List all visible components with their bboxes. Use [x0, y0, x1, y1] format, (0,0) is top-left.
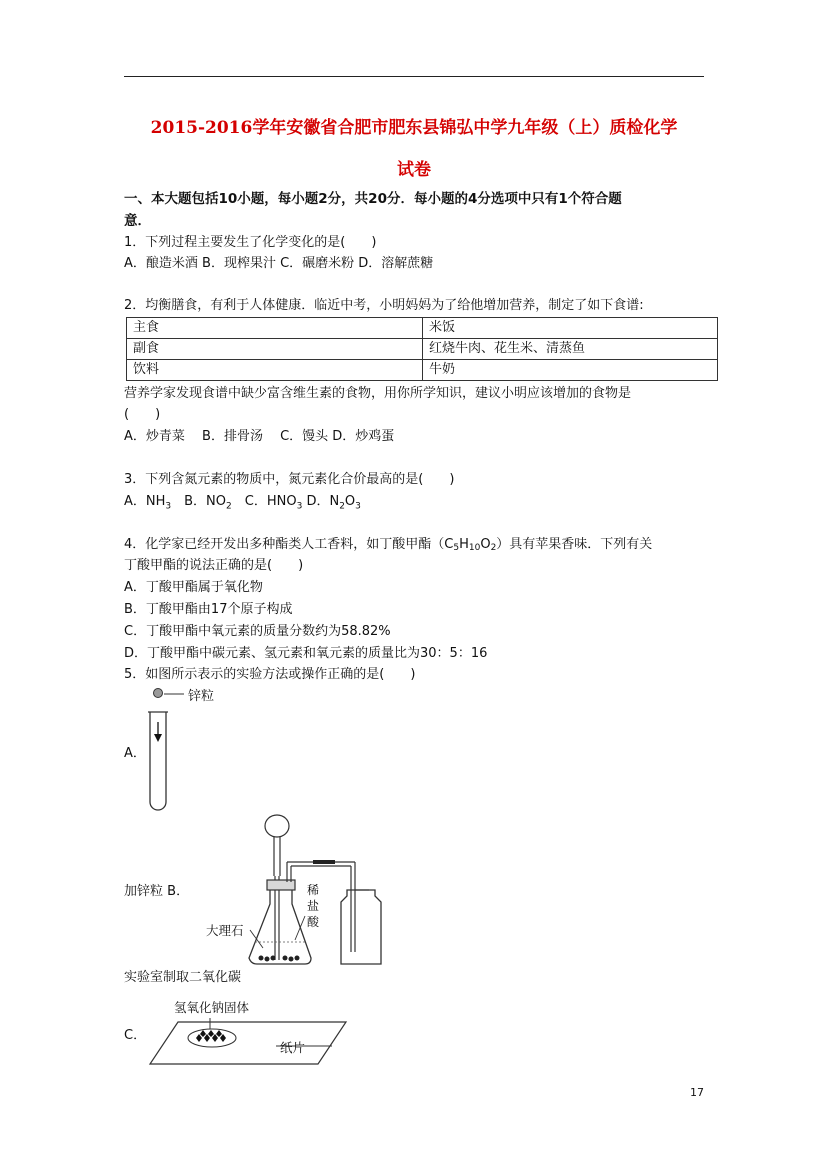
q2-options: A．炒青菜 B．排骨汤 C．馒头 D．炒鸡蛋 [124, 429, 395, 444]
page-number: 17 [690, 1086, 704, 1099]
q3-opt-a-sub: 3 [165, 501, 172, 512]
q2-after-line1: 营养学家发现食谱中缺少富含维生素的食物，用你所学知识，建议小明应该增加的食物是 [124, 386, 632, 401]
q4-formula-c-sub: 5 [453, 543, 460, 553]
q5-opt-c-letter: C． [124, 1028, 147, 1043]
q4-opt-b: B．丁酸甲酯由17个原子构成 [124, 602, 293, 617]
q5-opt-b-caption: 实验室制取二氧化碳 [124, 970, 242, 985]
section1-heading-line2: 意． [124, 213, 151, 229]
q3-opt-c: C．HNO [231, 494, 297, 509]
q4-formula-o-sub: 2 [490, 543, 497, 553]
table-cell: 副食 [127, 339, 423, 360]
fig-b-label-acid-3: 酸 [307, 915, 320, 929]
exam-title-line2: 试卷 [397, 160, 431, 180]
q3-opt-d-sub1: 2 [339, 501, 345, 512]
q4-stem-line1 [124, 536, 652, 557]
q4-opt-d: D．丁酸甲酯中碳元素、氢元素和氧元素的质量比为30：5：16 [124, 646, 488, 661]
q5-opt-a-caption-line [124, 883, 189, 900]
exam-title-line1: 2015-2016学年安徽省合肥市肥东县锦弘中学九年级（上）质检化学 [150, 118, 678, 138]
fig-a-label-zinc: 锌粒 [188, 689, 215, 704]
section1-heading-line1: 一、本大题包括10小题，每小题2分，共20分．每小题的4分选项中只有1个符合题 [124, 191, 622, 207]
q5-opt-a-letter: A． [124, 746, 146, 761]
table-cell: 红烧牛肉、花生米、清蒸鱼 [423, 339, 718, 360]
q1-options: A．酿造米酒 B．现榨果汁 C．碾磨米粉 D．溶解蔗糖 [124, 256, 434, 271]
q2-after-line2: ( ) [124, 407, 161, 422]
q1-stem: 1．下列过程主要发生了化学变化的是( ) [124, 235, 377, 250]
q3-opt-b-sub: 2 [226, 501, 232, 512]
q4-formula-o: O [480, 537, 491, 552]
figure-b-co2-apparatus [195, 812, 395, 972]
q2-stem: 2．均衡膳食，有利于人体健康．临近中考，小明妈妈为了给他增加营养，制定了如下食谱: [124, 298, 644, 313]
table-row [127, 360, 718, 381]
table-cell: 米饭 [423, 318, 718, 339]
fig-b-label-marble: 大理石 [206, 923, 244, 938]
table-cell: 主食 [127, 318, 423, 339]
q3-opt-d-mid: O [344, 494, 356, 509]
q4-opt-a: A．丁酸甲酯属于氧化物 [124, 580, 263, 595]
q4-formula-h-sub: 10 [468, 543, 481, 553]
q4-opt-c: C．丁酸甲酯中氧元素的质量分数约为58.82% [124, 624, 391, 639]
q3-stem: 3．下列含氮元素的物质中，氮元素化合价最高的是( ) [124, 472, 455, 487]
figure-a-test-tube [140, 684, 230, 816]
table-row [127, 339, 718, 360]
q4-formula-h: H [459, 537, 469, 552]
fig-c-label-paper: 纸片 [280, 1040, 306, 1055]
fig-b-label-acid-1: 稀 [307, 883, 320, 897]
q3-opt-b: B．NO [171, 494, 227, 509]
figure-c-paper-weighing [148, 1016, 388, 1068]
q3-opt-c-sub: 3 [296, 501, 303, 512]
header-rule [124, 76, 704, 77]
q5-opt-a-caption: 加锌粒 [124, 884, 164, 899]
q4-stem-pre: 4．化学家已经开发出多种酯类人工香料，如丁酸甲酯（C [124, 537, 454, 552]
q4-stem-post: ）具有苹果香味．下列有关 [496, 537, 653, 552]
q3-opt-d: D．N [302, 494, 340, 509]
q3-opt-d-sub2: 3 [355, 501, 361, 512]
fig-b-label-acid-2: 盐 [307, 899, 320, 913]
q3-options [124, 493, 361, 516]
table-row [127, 318, 718, 339]
q4-stem-line2: 丁酸甲酯的说法正确的是( ) [124, 558, 304, 573]
q5-opt-b-letter: B． [163, 884, 190, 899]
fig-c-label-naoh: 氢氧化钠固体 [174, 1000, 250, 1015]
q5-stem: 5．如图所示表示的实验方法或操作正确的是( ) [124, 667, 416, 682]
table-cell: 牛奶 [423, 360, 718, 381]
q3-opt-a: A．NH [124, 494, 166, 509]
diet-table [126, 317, 718, 381]
table-cell: 饮料 [127, 360, 423, 381]
